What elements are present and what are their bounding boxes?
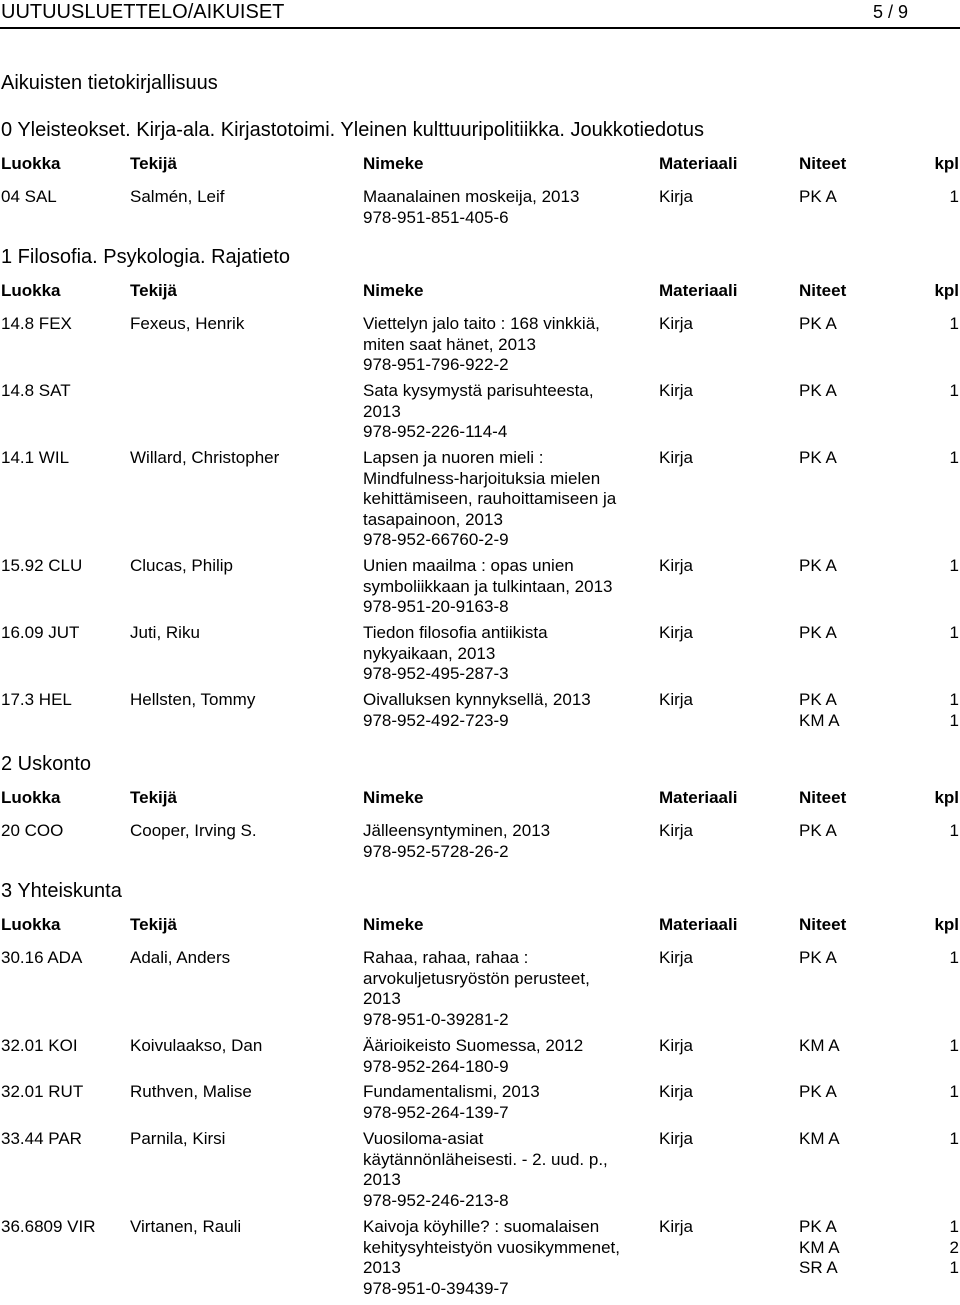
kpl-count: 1: [949, 948, 959, 967]
nimeke-cell: [363, 1129, 653, 1211]
niteet-cell: [799, 623, 959, 644]
materiaali-cell: Kirja: [659, 556, 694, 575]
column-header-luokka: Luokka: [1, 281, 61, 300]
niteet-line: [799, 1217, 959, 1238]
luokka-cell: 30.16 ADA: [1, 948, 83, 967]
materiaali-cell: Kirja: [659, 187, 694, 206]
catalog-row: [1, 821, 959, 868]
niteet-line: [799, 623, 959, 644]
catalog-rows: [1, 948, 959, 1305]
tekija-cell: Fexeus, Henrik: [130, 314, 245, 333]
section-title: 0 Yleisteokset. Kirja-ala. Kirjastotoimi. Yleinen kulttuuripolitiikka. Joukkotiedotus: [1, 119, 704, 141]
nimeke-line: kehittämiseen, rauhoittamiseen ja: [363, 489, 617, 508]
nimeke-line: arvokuljetusryöstön perusteet,: [363, 968, 590, 988]
nimeke-line: Vuosiloma-asiat: [363, 1129, 484, 1148]
column-header-niteet: Niteet: [799, 154, 847, 173]
nimeke-line: 2013: [363, 1170, 401, 1189]
kpl-count: 1: [949, 556, 959, 575]
nimeke-line: Fundamentalismi, 2013: [363, 1082, 540, 1101]
column-header-tekija: Tekijä: [130, 915, 177, 934]
nimeke-cell: [363, 690, 653, 731]
column-header-row: [1, 788, 959, 812]
niteet-line: [799, 1082, 959, 1103]
materiaali-cell: Kirja: [659, 948, 694, 967]
niteet-location: KM A: [799, 1237, 840, 1257]
niteet-location: PK A: [799, 448, 837, 467]
isbn: 978-952-492-723-9: [363, 710, 509, 730]
catalog-row: [1, 556, 959, 623]
nimeke-cell: [363, 187, 653, 228]
niteet-location: PK A: [799, 314, 837, 333]
nimeke-line: Mindfulness-harjoituksia mielen: [363, 468, 601, 488]
column-header-kpl: kpl: [934, 915, 959, 934]
kpl-count: 1: [949, 1129, 959, 1148]
niteet-location: PK A: [799, 1217, 837, 1236]
column-header-row: [1, 915, 959, 939]
catalog-rows: [1, 821, 959, 868]
niteet-location: KM A: [799, 1129, 840, 1148]
luokka-cell: 16.09 JUT: [1, 623, 80, 642]
materiaali-cell: Kirja: [659, 381, 694, 400]
kpl-count: 1: [949, 1258, 959, 1277]
nimeke-cell: [363, 623, 653, 685]
catalog-rows: [1, 314, 959, 737]
isbn: 978-952-264-139-7: [363, 1102, 509, 1122]
column-header-materiaali: Materiaali: [659, 154, 738, 173]
niteet-cell: [799, 556, 959, 577]
nimeke-line: kehitysyhteistyön vuosikymmenet,: [363, 1237, 620, 1257]
niteet-location: KM A: [799, 1036, 840, 1055]
kpl-count: 1: [949, 187, 959, 206]
nimeke-line: Oivalluksen kynnyksellä, 2013: [363, 690, 591, 709]
nimeke-line: 2013: [363, 989, 401, 1008]
isbn: 978-952-264-180-9: [363, 1056, 509, 1076]
luokka-cell: 14.1 WIL: [1, 448, 70, 467]
column-header-kpl: kpl: [934, 788, 959, 807]
nimeke-cell: [363, 1217, 653, 1299]
column-header-kpl: kpl: [934, 281, 959, 300]
luokka-cell: 14.8 SAT: [1, 381, 71, 400]
column-header-materiaali: Materiaali: [659, 788, 738, 807]
niteet-line: [799, 1129, 959, 1150]
catalog-rows: [1, 187, 959, 234]
nimeke-cell: [363, 381, 653, 443]
materiaali-cell: Kirja: [659, 314, 694, 333]
catalog-row: [1, 1036, 959, 1082]
kpl-count: 1: [949, 710, 959, 730]
niteet-line: [799, 556, 959, 577]
materiaali-cell: Kirja: [659, 1036, 694, 1055]
column-header-tekija: Tekijä: [130, 154, 177, 173]
column-header-row: [1, 154, 959, 178]
luokka-cell: 20 COO: [1, 821, 64, 840]
nimeke-line: miten saat hänet, 2013: [363, 334, 536, 354]
niteet-line: [799, 1036, 959, 1057]
catalog-section: [1, 879, 959, 1305]
nimeke-line: tasapainoon, 2013: [363, 509, 503, 529]
column-header-tekija: Tekijä: [130, 788, 177, 807]
niteet-cell: [799, 1217, 959, 1279]
column-header-nimeke: Nimeke: [363, 788, 424, 807]
column-header-niteet: Niteet: [799, 281, 847, 300]
catalog-section: [1, 752, 959, 868]
niteet-cell: [799, 690, 959, 731]
luokka-cell: 36.6809 VIR: [1, 1217, 96, 1236]
niteet-line: [799, 821, 959, 842]
catalog-row: [1, 448, 959, 556]
column-header-niteet: Niteet: [799, 915, 847, 934]
materiaali-cell: Kirja: [659, 1217, 694, 1236]
catalog-row: [1, 1217, 959, 1305]
nimeke-line: Unien maailma : opas unien: [363, 556, 574, 575]
tekija-cell: Virtanen, Rauli: [130, 1217, 242, 1236]
materiaali-cell: Kirja: [659, 1082, 694, 1101]
nimeke-line: Rahaa, rahaa, rahaa :: [363, 948, 529, 967]
nimeke-line: Viettelyn jalo taito : 168 vinkkiä,: [363, 314, 600, 333]
column-header-row: [1, 281, 959, 305]
isbn: 978-951-20-9163-8: [363, 597, 509, 616]
nimeke-line: Äärioikeisto Suomessa, 2012: [363, 1036, 584, 1055]
catalog-section: [1, 245, 959, 737]
nimeke-cell: [363, 1036, 653, 1077]
catalog-row: [1, 690, 959, 737]
nimeke-cell: [363, 448, 653, 551]
kpl-count: 1: [949, 1082, 959, 1101]
nimeke-cell: [363, 314, 653, 376]
page-header-title: UUTUUSLUETTELO/AIKUISET: [1, 1, 285, 23]
nimeke-line: Tiedon filosofia antiikista: [363, 623, 548, 642]
niteet-cell: [799, 381, 959, 402]
column-header-materiaali: Materiaali: [659, 915, 738, 934]
isbn: 978-951-851-405-6: [363, 207, 509, 227]
nimeke-line: symboliikkaan ja tulkintaan, 2013: [363, 576, 613, 596]
nimeke-cell: [363, 556, 653, 618]
niteet-location: KM A: [799, 710, 840, 730]
nimeke-cell: [363, 948, 653, 1030]
materiaali-cell: Kirja: [659, 821, 694, 840]
kpl-count: 1: [949, 1217, 959, 1236]
niteet-line: [799, 690, 959, 711]
isbn: 978-952-5728-26-2: [363, 841, 509, 861]
niteet-line: [799, 314, 959, 335]
luokka-cell: 32.01 RUT: [1, 1082, 84, 1101]
section-title: 1 Filosofia. Psykologia. Rajatieto: [1, 246, 291, 268]
catalog-row: [1, 381, 959, 448]
column-header-nimeke: Nimeke: [363, 915, 424, 934]
niteet-cell: [799, 187, 959, 208]
niteet-line: [799, 381, 959, 402]
isbn: 978-951-0-39439-7: [363, 1278, 509, 1298]
section-title: 2 Uskonto: [1, 753, 92, 775]
kpl-count: 1: [949, 690, 959, 709]
materiaali-cell: Kirja: [659, 690, 694, 709]
luokka-cell: 15.92 CLU: [1, 556, 83, 575]
tekija-cell: Juti, Riku: [130, 623, 200, 642]
tekija-cell: Salmén, Leif: [130, 187, 225, 206]
niteet-line: [799, 1238, 959, 1259]
tekija-cell: Hellsten, Tommy: [130, 690, 256, 709]
kpl-count: 1: [949, 381, 959, 400]
tekija-cell: Clucas, Philip: [130, 556, 233, 575]
nimeke-line: käytännönläheisesti. - 2. uud. p.,: [363, 1149, 608, 1169]
isbn: 978-952-495-287-3: [363, 664, 509, 683]
nimeke-line: Kaivoja köyhille? : suomalaisen: [363, 1217, 600, 1236]
catalog-row: [1, 1082, 959, 1129]
tekija-cell: Cooper, Irving S.: [130, 821, 257, 840]
materiaali-cell: Kirja: [659, 448, 694, 467]
column-header-niteet: Niteet: [799, 788, 847, 807]
kpl-count: 1: [949, 314, 959, 333]
niteet-cell: [799, 948, 959, 969]
luokka-cell: 33.44 PAR: [1, 1129, 82, 1148]
niteet-location: PK A: [799, 821, 837, 840]
header-divider: [0, 27, 960, 29]
catalog-section: [1, 118, 959, 234]
nimeke-line: Lapsen ja nuoren mieli :: [363, 448, 544, 467]
isbn: 978-951-0-39281-2: [363, 1009, 509, 1029]
niteet-cell: [799, 448, 959, 469]
isbn: 978-952-246-213-8: [363, 1190, 509, 1210]
nimeke-cell: [363, 1082, 653, 1123]
niteet-line: [799, 711, 959, 732]
niteet-location: PK A: [799, 623, 837, 642]
niteet-location: PK A: [799, 690, 837, 709]
tekija-cell: Koivulaakso, Dan: [130, 1036, 263, 1055]
niteet-cell: [799, 314, 959, 335]
column-header-nimeke: Nimeke: [363, 281, 424, 300]
column-header-luokka: Luokka: [1, 154, 61, 173]
column-header-luokka: Luokka: [1, 788, 61, 807]
nimeke-line: 2013: [363, 401, 401, 421]
column-header-materiaali: Materiaali: [659, 281, 738, 300]
nimeke-line: Jälleensyntyminen, 2013: [363, 821, 551, 840]
column-header-kpl: kpl: [934, 154, 959, 173]
kpl-count: 1: [949, 821, 959, 840]
main-heading: Aikuisten tietokirjallisuus: [1, 72, 218, 94]
isbn: 978-951-796-922-2: [363, 355, 509, 374]
catalog-row: [1, 948, 959, 1036]
niteet-cell: [799, 1082, 959, 1103]
section-title: 3 Yhteiskunta: [1, 880, 122, 902]
niteet-location: PK A: [799, 556, 837, 575]
luokka-cell: 14.8 FEX: [1, 314, 72, 333]
column-header-tekija: Tekijä: [130, 281, 177, 300]
tekija-cell: Parnila, Kirsi: [130, 1129, 226, 1148]
catalog-row: [1, 1129, 959, 1217]
isbn: 978-952-226-114-4: [363, 422, 508, 441]
catalog-row: [1, 187, 959, 234]
niteet-location: PK A: [799, 948, 837, 967]
materiaali-cell: Kirja: [659, 1129, 694, 1148]
isbn: 978-952-66760-2-9: [363, 530, 509, 549]
nimeke-line: 2013: [363, 1258, 401, 1277]
niteet-line: [799, 187, 959, 208]
niteet-location: PK A: [799, 381, 837, 400]
nimeke-line: Sata kysymystä parisuhteesta,: [363, 381, 594, 400]
column-header-nimeke: Nimeke: [363, 154, 424, 173]
tekija-cell: Adali, Anders: [130, 948, 231, 967]
luokka-cell: 04 SAL: [1, 187, 57, 206]
niteet-location: PK A: [799, 1082, 837, 1101]
nimeke-line: Maanalainen moskeija, 2013: [363, 187, 580, 206]
niteet-line: [799, 1258, 959, 1279]
niteet-cell: [799, 1129, 959, 1150]
kpl-count: 1: [949, 448, 959, 467]
niteet-line: [799, 448, 959, 469]
nimeke-line: nykyaikaan, 2013: [363, 643, 496, 663]
luokka-cell: 32.01 KOI: [1, 1036, 78, 1055]
kpl-count: 2: [949, 1237, 959, 1257]
nimeke-cell: [363, 821, 653, 862]
materiaali-cell: Kirja: [659, 623, 694, 642]
niteet-cell: [799, 821, 959, 842]
niteet-location: SR A: [799, 1258, 838, 1277]
luokka-cell: 17.3 HEL: [1, 690, 72, 709]
niteet-cell: [799, 1036, 959, 1057]
tekija-cell: Willard, Christopher: [130, 448, 280, 467]
kpl-count: 1: [949, 623, 959, 642]
catalog-row: [1, 314, 959, 381]
kpl-count: 1: [949, 1036, 959, 1055]
column-header-luokka: Luokka: [1, 915, 61, 934]
catalog-row: [1, 623, 959, 690]
niteet-line: [799, 948, 959, 969]
page-number: 5 / 9: [872, 2, 908, 22]
tekija-cell: Ruthven, Malise: [130, 1082, 252, 1101]
niteet-location: PK A: [799, 187, 837, 206]
